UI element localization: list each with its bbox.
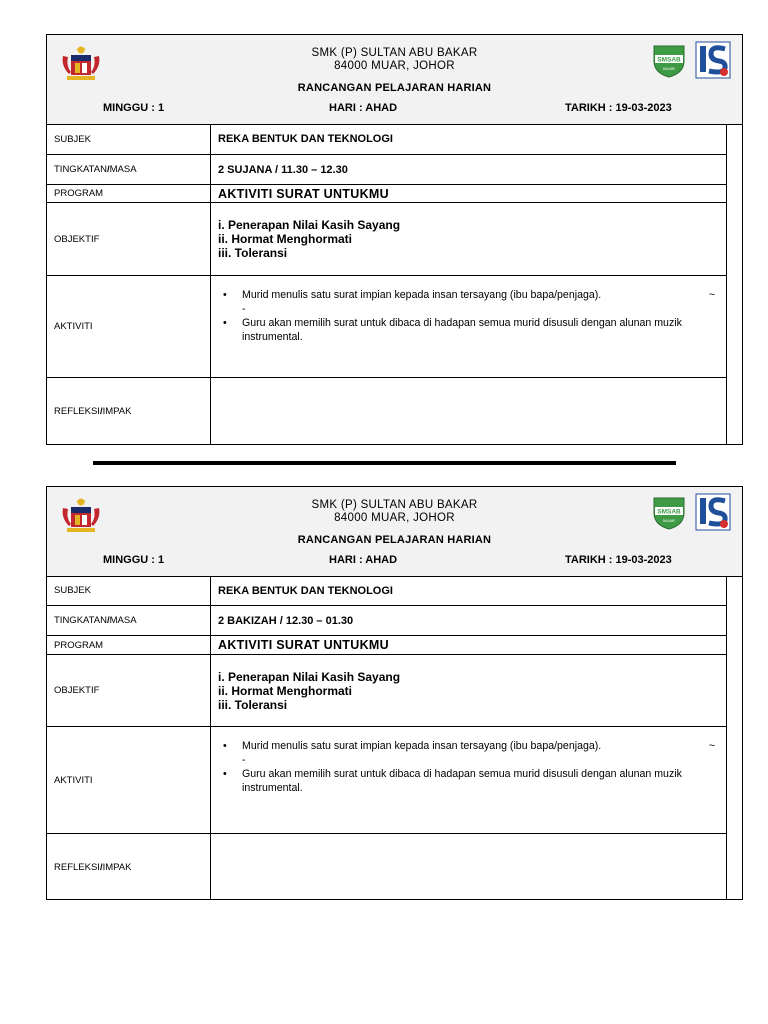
day-name: HARI : AHAD (329, 554, 398, 566)
objective-list (218, 218, 400, 260)
activity-item (218, 288, 719, 302)
school-name: SMK (P) SULTAN ABU BAKAR (311, 499, 478, 511)
school-name: SMK (P) SULTAN ABU BAKAR (311, 47, 478, 59)
label-class: TINGKATAN (54, 164, 107, 175)
label-separator: / (99, 861, 103, 873)
label-separator: / (99, 405, 103, 417)
plan-table (47, 124, 742, 444)
week-number: MINGGU : 1 (103, 554, 165, 566)
plan-title: RANCANGAN PELAJARAN HARIAN (297, 534, 492, 546)
plan-date: TARIKH : 19-03-2023 (565, 554, 672, 566)
plan-header (47, 35, 742, 125)
margin-column (726, 576, 742, 899)
dash-mark: - (242, 754, 246, 766)
label-time: MASA (109, 164, 137, 175)
row-activity (47, 276, 727, 378)
row-activity (47, 727, 727, 834)
row-subject (47, 124, 727, 155)
program-value: AKTIVITI SURAT UNTUKMU (218, 638, 389, 652)
objective-item: i. Penerapan Nilai Kasih Sayang (218, 669, 401, 684)
objective-item: iii. Toleransi (218, 697, 288, 712)
activity-list (218, 288, 719, 344)
row-class-time (47, 606, 727, 636)
label-separator: / (106, 164, 110, 175)
objective-value (218, 203, 719, 275)
bullet-icon: • (223, 289, 227, 301)
label-subject: SUBJEK (47, 576, 211, 605)
label-separator: / (106, 615, 110, 626)
week-number: MINGGU : 1 (103, 102, 165, 114)
objective-item: iii. Toleransi (218, 246, 288, 260)
activity-item (218, 316, 719, 344)
smsab-logo-text: SMSAB (657, 508, 681, 516)
subject-value: REKA BENTUK DAN TEKNOLOGI (218, 133, 393, 145)
plan-header (47, 487, 742, 577)
activity-item (218, 739, 719, 753)
label-time: MASA (109, 615, 137, 626)
activity-item (218, 767, 719, 795)
label-subject: SUBJEK (47, 124, 211, 154)
bullet-icon: • (223, 740, 227, 752)
plan-title: RANCANGAN PELAJARAN HARIAN (297, 82, 492, 94)
program-value: AKTIVITI SURAT UNTUKMU (218, 186, 389, 201)
label-activity: AKTIVITI (47, 727, 211, 833)
row-objective (47, 203, 727, 276)
smsab-logo-text: SMSAB (657, 56, 681, 64)
objective-value (218, 655, 719, 726)
objective-item: ii. Hormat Menghormati (218, 232, 353, 246)
label-class-time (47, 606, 211, 635)
tilde-mark: ~ (708, 740, 715, 752)
label-reflection (47, 834, 211, 900)
activity-list (218, 739, 719, 795)
is-logo-icon (695, 41, 731, 79)
activity-text: Murid menulis satu surat impian kepada insan tersayang (ibu bapa/penjaga). (242, 289, 602, 301)
margin-column (726, 124, 742, 444)
label-program: PROGRAM (47, 636, 211, 654)
row-program (47, 185, 727, 203)
class-time-value: 2 BAKIZAH / 12.30 – 01.30 (218, 614, 354, 627)
plan-date: TARIKH : 19-03-2023 (565, 102, 672, 114)
label-reflection-b: IMPAK (102, 405, 132, 417)
class-time-value: 2 SUJANA / 11.30 – 12.30 (218, 163, 348, 176)
school-address: 84000 MUAR, JOHOR (334, 60, 455, 72)
bullet-icon: • (223, 768, 227, 780)
activity-text: Murid menulis satu surat impian kepada insan tersayang (ibu bapa/penjaga). (242, 740, 602, 752)
bullet-icon: • (223, 317, 227, 329)
school-address: 84000 MUAR, JOHOR (334, 512, 455, 524)
label-reflection-b: IMPAK (102, 861, 132, 873)
subject-value: REKA BENTUK DAN TEKNOLOGI (218, 584, 393, 597)
smsab-logo-icon (650, 495, 688, 531)
smsab-logo-subtext: MUAR (663, 518, 675, 523)
row-objective (47, 655, 727, 727)
plan-table (47, 576, 742, 899)
label-activity: AKTIVITI (47, 276, 211, 377)
label-class: TINGKATAN (54, 615, 107, 626)
objective-item: ii. Hormat Menghormati (218, 683, 353, 698)
label-program: PROGRAM (47, 185, 211, 202)
label-objective: OBJEKTIF (47, 203, 211, 275)
activity-text: Guru akan memilih surat untuk dibaca di hadapan semua murid disusuli dengan alunan muzik instrumental. (242, 768, 682, 794)
row-class-time (47, 155, 727, 185)
label-class-time (47, 155, 211, 184)
is-logo-icon (695, 493, 731, 531)
row-reflection (47, 378, 727, 444)
objective-list (218, 670, 400, 712)
label-reflection-a: REFLEKSI (54, 861, 100, 873)
label-reflection-a: REFLEKSI (54, 405, 100, 417)
day-name: HARI : AHAD (329, 102, 398, 114)
label-reflection (47, 378, 211, 444)
smsab-logo-subtext: MUAR (663, 66, 675, 71)
label-objective: OBJEKTIF (47, 655, 211, 726)
smsab-logo-icon (650, 43, 688, 79)
lesson-plan-1 (46, 34, 743, 445)
row-subject (47, 576, 727, 606)
reflection-value (218, 378, 719, 444)
row-program (47, 636, 727, 655)
reflection-value (218, 834, 719, 900)
divider-line (93, 461, 676, 465)
activity-text: Guru akan memilih surat untuk dibaca di hadapan semua murid disusuli dengan alunan muzik instrumental. (242, 317, 682, 343)
tilde-mark: ~ (708, 289, 715, 301)
dash-mark: - (242, 303, 246, 315)
row-reflection (47, 834, 727, 900)
lesson-plan-2 (46, 486, 743, 900)
objective-item: i. Penerapan Nilai Kasih Sayang (218, 218, 401, 232)
